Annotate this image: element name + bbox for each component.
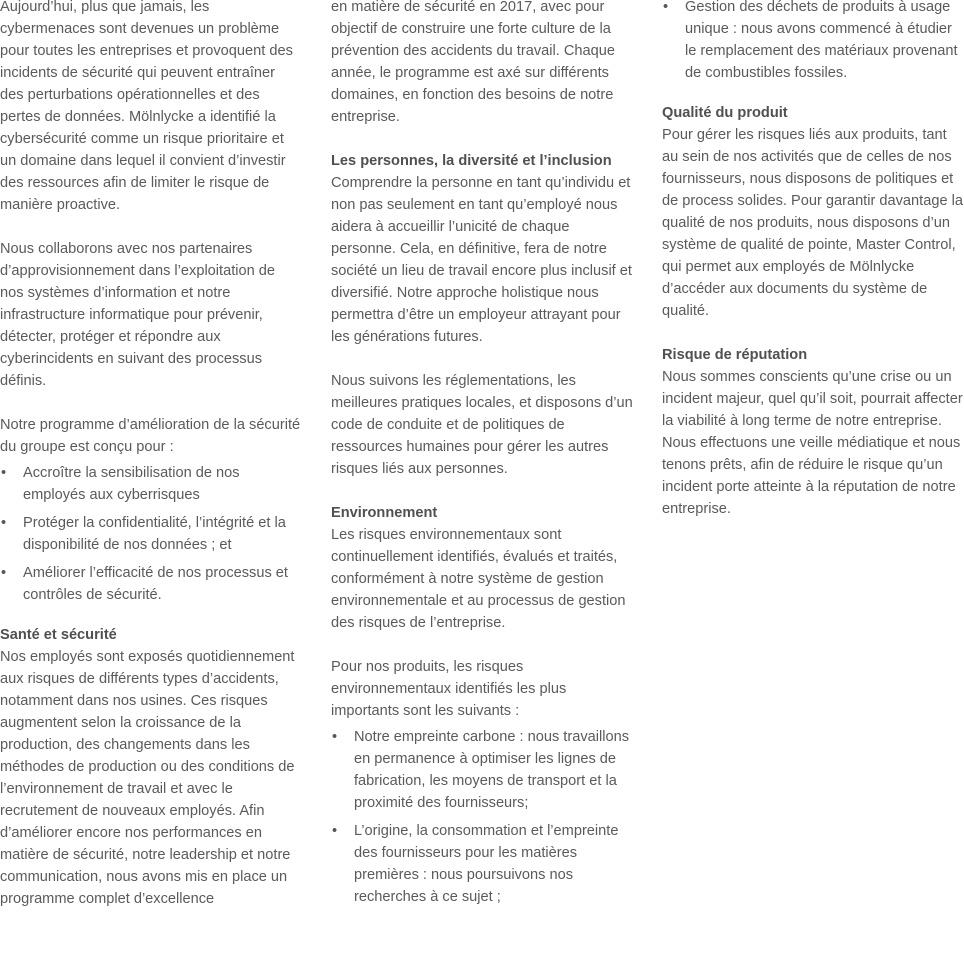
list-item: • Accroître la sensibilisation de nos employés aux cyberrisques [0, 462, 302, 506]
cyber-partners-paragraph: Nous collaborons avec nos partenaires d’approvisionnement dans l’exploitation de nos systèmes d’information et notre infrastructure informatique pour prévenir, détecter, protéger et répondre aux cyberincidents en suivant des processus définis. [0, 241, 276, 389]
list-item: • Améliorer l’efficacité de nos processus et contrôles de sécurité. [0, 562, 302, 606]
reputation-paragraph: Nous sommes conscients qu’une crise ou un incident majeur, quel qu’il soit, pourrait affecter la viabilité à long terme de notre entreprise. Nous effectuons une veille médiatique et nous tenons prêts, afin de réduire le risque qu’un incident porte atteinte à la réputation de notre entreprise. [662, 369, 963, 517]
column-2 [331, 0, 633, 926]
heading-reputation-risk: Risque de réputation [662, 347, 808, 363]
product-risks-intro: Pour nos produits, les risques environnementaux identifiés les plus importants sont les suivants : [331, 659, 567, 719]
health-safety-paragraph: Nos employés sont exposés quotidiennement aux risques de différents types d’accidents, notamment dans nos usines. Ces risques augmentent selon la croissance de la production, des changements dans les méthodes de production ou des conditions de l’environnement de travail et avec le recrutement de nouveaux employés. Afin d’améliorer encore nos performances en matière de sécurité, notre leadership et notre communication, nous avons mis en place un programme complet d’excellence [0, 649, 295, 907]
list-item: • Notre empreinte carbone : nous travaillons en permanence à optimiser les lignes de fabrication, les moyens de transport et la proximité des fournisseurs; [331, 726, 633, 814]
environment-risks-list-continued [662, 0, 964, 84]
regulations-paragraph: Nous suivons les réglementations, les meilleures pratiques locales, et disposons d’un code de conduite et de politiques de ressources humaines pour gérer les autres risques liés aux personnes. [331, 373, 633, 477]
column-1 [0, 0, 302, 932]
heading-people-diversity: Les personnes, la diversité et l’inclusion [331, 153, 612, 169]
environment-paragraph: Les risques environnementaux sont continuellement identifiés, évalués et traités, conformément à notre système de gestion environnementale et au processus de gestion des risques de l’entreprise. [331, 527, 626, 631]
list-item: • L’origine, la consommation et l’empreinte des fournisseurs pour les matières premières : nous poursuivons nos recherches à ce sujet ; [331, 820, 633, 908]
product-quality-paragraph: Pour gérer les risques liés aux produits, tant au sein de nos activités que de celles de nos fournisseurs, nous disposons de politiques et de process solides. Pour garantir davantage la qualité de nos produits, nous disposons d’un système de qualité de pointe, Master Control, qui permet aux employés de Mölnlycke d’accéder aux documents du système de qualité. [662, 127, 963, 319]
environment-risks-list [331, 726, 633, 908]
security-program-intro: Notre programme d’amélioration de la sécurité du groupe est conçu pour : [0, 417, 301, 455]
heading-product-quality: Qualité du produit [662, 105, 788, 121]
cyber-intro-paragraph: Aujourd’hui, plus que jamais, les cybermenaces sont devenues un problème pour toutes les entreprises et provoquent des incidents de sécurité qui peuvent entraîner des perturbations opérationnelles et des pertes de données. Mölnlycke a identifié la cybersécurité comme un risque prioritaire et un domaine dans lequel il convient d’investir des ressources afin de limiter le risque de manière proactive. [0, 0, 293, 213]
heading-environment: Environnement [331, 505, 438, 521]
list-item: • Gestion des déchets de produits à usage unique : nous avons commencé à étudier le remplacement des matériaux provenant de combustibles fossiles. [662, 0, 964, 84]
column-3 [662, 0, 964, 542]
people-paragraph: Comprendre la personne en tant qu’individu et non pas seulement en tant qu’employé nous aidera à accueillir l’unicité de chaque personne. Cela, en définitive, fera de notre société un lieu de travail encore plus inclusif et diversifié. Notre approche holistique nous permettra d’être un employeur attrayant pour les générations futures. [331, 175, 632, 345]
heading-health-safety: Santé et sécurité [0, 627, 117, 643]
safety-program-paragraph: en matière de sécurité en 2017, avec pour objectif de construire une forte culture de la prévention des accidents du travail. Chaque année, le programme est axé sur différents domaines, en fonction des besoins de notre entreprise. [331, 0, 615, 125]
security-goals-list [0, 462, 302, 606]
list-item: • Protéger la confidentialité, l’intégrité et la disponibilité de nos données ; et [0, 512, 302, 556]
